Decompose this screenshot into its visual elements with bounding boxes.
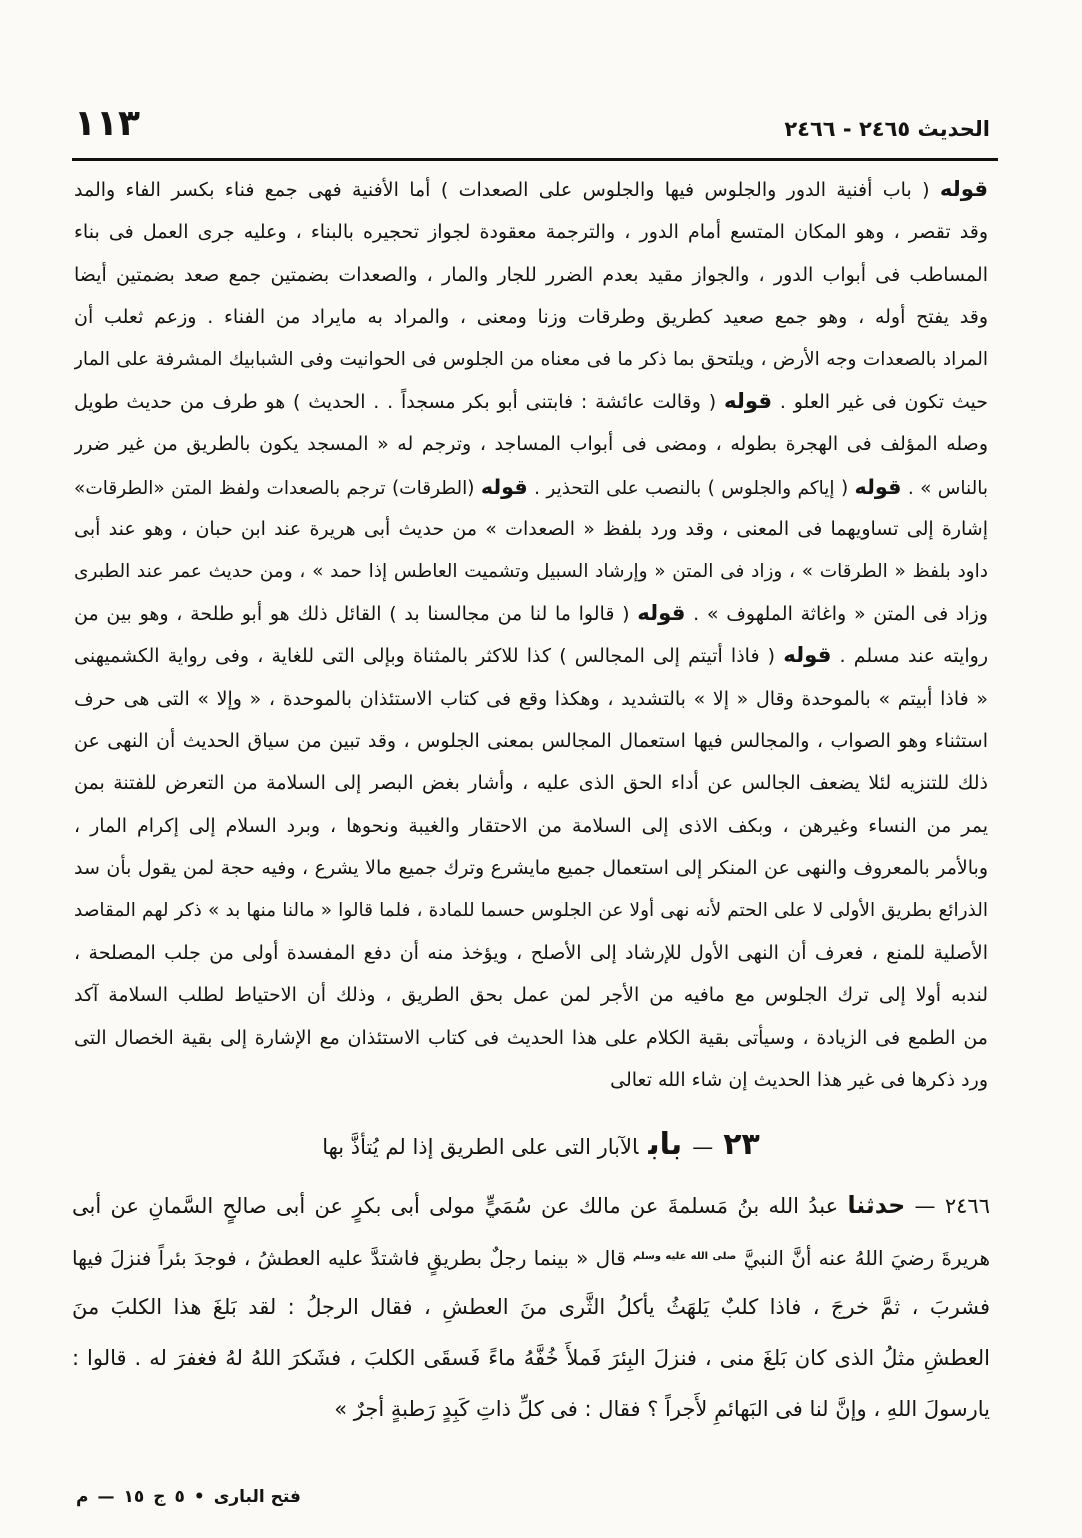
text-run: عبدُ الله بنُ مَسلمةَ عن مالك عن سُمَيٍّ مولى أبى بكرٍ عن أبى صالحٍ السَّمانِ عن أبى <box>72 1194 848 1218</box>
commentary-line <box>74 762 988 804</box>
text-run: استثناء وهو الصواب ، والمجالس فيها استعمال المجالس بمعنى الجلوس ، وقد تبين من سياق الحديث أن النهى عن <box>74 730 988 753</box>
commentary-line <box>74 339 988 381</box>
text-run: ( إياكم والجلوس ) بالنصب على التحذير . <box>527 477 855 499</box>
text-run: يارسولَ اللهِ ، وإنَّ لنا فى البَهائمِ لأَجراً ؟ فقال : فى كلِّ ذاتِ كَبِدٍ رَطبةٍ أجرٌ » <box>334 1397 990 1421</box>
commentary-line <box>74 381 988 423</box>
hadith-line <box>72 1180 990 1231</box>
chapter-heading <box>0 1120 1082 1170</box>
text-run: ( باب أفنية الدور والجلوس فيها والجلوس على الصعدات ) أما الأفنية فهى جمع فناء بكسر الفاء والمد <box>74 179 940 201</box>
page-footer <box>76 1484 301 1510</box>
text-run: هريرةَ رضيَ اللهُ عنه أنَّ النبيَّ <box>736 1246 990 1270</box>
footer-signature-letter: م <box>76 1487 89 1507</box>
commentary-line <box>74 211 988 253</box>
text-run: بالناس » . <box>901 477 988 499</box>
text-run: (الطرقات) ترجم بالصعدات ولفظ المتن «الطرقات» <box>74 477 481 499</box>
qawluhu-keyword: قوله <box>723 388 773 414</box>
text-run: ( قالوا ما لنا من مجالسنا بد ) القائل ذلك هو أبو طلحة ، وهو بين من <box>74 602 638 625</box>
chapter-number: ٢٣ <box>723 1127 760 1162</box>
qawluhu-keyword: قوله <box>939 177 988 202</box>
text-run: وقد يفتح أوله ، وهو جمع صعيد كطريق وطرقات وزنا ومعنى ، والمراد به مايراد من الفناء . وزعم ثعلب أن <box>74 306 988 329</box>
commentary-block <box>74 169 988 1102</box>
haddathana-keyword: حدثنا <box>847 1191 906 1219</box>
text-run: الأصلية للمنع ، فعرف أن النهى الأول للإرشاد إلى الأصلح ، ويؤخذ منه أن دفع المفسدة أولى من جلب المصلحة ، <box>74 942 988 965</box>
commentary-line <box>74 508 988 550</box>
commentary-line <box>74 296 988 338</box>
footer-sheet-number: ١٥ <box>123 1487 145 1507</box>
footer-volume-letter: ج <box>153 1487 166 1507</box>
text-run: داود بلفظ « الطرقات » ، وزاد فى المتن « وإرشاد السبيل وتشميت العاطس إذا حمد » ، ومن حديث عمر عند الطبرى <box>74 560 988 582</box>
text-run: من الطمع فى الزيادة ، وسيأتى بقية الكلام على هذا الحديث فى كتاب الاستئذان مع الإشارة إلى بقية الخصال التى <box>74 1026 988 1049</box>
text-run: « فاذا أبيتم » بالموحدة وقال « إلا » بالتشديد ، وهكذا وقع فى كتاب الاستئذان بالموحدة ، « وإلا » التى هى حرف <box>74 687 988 710</box>
commentary-line <box>74 974 988 1016</box>
commentary-line <box>74 254 988 296</box>
text-run: لندبه أولا إلى ترك الجلوس مع مافيه من الأجر لمن عمل بحق الطريق ، وذلك أن الاحتياط لطلب السلامة آكد <box>74 984 988 1007</box>
text-run: وزاد فى المتن « واغاثة الملهوف » . <box>685 602 988 625</box>
commentary-line <box>74 678 988 720</box>
hadith-line <box>72 1282 990 1333</box>
qawluhu-keyword: قوله <box>783 643 832 669</box>
commentary-line <box>74 635 988 677</box>
header-rule <box>72 158 998 161</box>
text-run: روايته عند مسلم . <box>831 645 988 668</box>
commentary-line <box>74 593 988 635</box>
text-run: وبالأمر بالمعروف والنهى عن المنكر إلى استعمال جميع مايشرع وترك جميع مالا يشرع ، وفيه حجة لمن يقول بأن سد <box>74 857 988 880</box>
commentary-line <box>74 890 988 932</box>
page-number: ١١٣ <box>74 103 140 144</box>
commentary-line <box>74 720 988 762</box>
text-run: ( فاذا أتيتم إلى المجالس ) كذا للاكثر بالمثناة وبإلى التى للغاية ، وفى رواية الكشميهنى <box>74 645 784 668</box>
text-run: وصله المؤلف فى الهجرة بطوله ، ومضى فى أبواب المساجد ، وترجم له « المسجد يكون بالطريق من غير ضرر <box>74 433 988 456</box>
commentary-line <box>74 932 988 974</box>
commentary-line <box>74 423 988 465</box>
text-run: قال « بينما رجلٌ بطريقٍ فاشتدَّ عليه العطشُ ، فوجدَ بئراً فنزلَ فيها <box>72 1246 634 1270</box>
text-run: ورد ذكرها فى غير هذا الحديث إن شاء الله تعالى <box>610 1069 988 1092</box>
qawluhu-keyword: قوله <box>637 600 686 626</box>
text-run: يمر من النساء وغيرهن ، وبكف الاذى إلى السلامة من الاحتقار والغيبة ونحوها ، وبرد السلام إلى إكرام المار ، <box>74 814 988 837</box>
chapter-label: باب <box>648 1127 683 1162</box>
salutation-ligature: صلى الله عليه وسلم <box>633 1251 737 1262</box>
chapter-dash: — <box>692 1135 714 1159</box>
text-run: إشارة إلى تساويهما فى المعنى ، وقد ورد بلفظ « الصعدات » من حديث أبى هريرة عند ابن حبان ، وهو عند أبى <box>74 518 988 541</box>
footer-volume-number: ٥ <box>174 1487 185 1507</box>
commentary-line <box>74 551 988 593</box>
text-run: ( وقالت عائشة : فابتنى أبو بكر مسجداً . . الحديث ) هو طرف من حديث طويل <box>74 390 724 413</box>
commentary-line <box>74 847 988 889</box>
text-run: ٢٤٦٦ — <box>905 1194 990 1218</box>
text-run: الذرائع بطريق الأولى لا على الحتم لأنه نهى أولا عن الجلوس حسما للمادة ، فلما قالوا « مالنا منها بد » ذكر لهم المقاصد <box>74 899 988 921</box>
text-run: المراد بالصعدات وجه الأرض ، ويلتحق بما ذكر ما فى معناه من الجلوس فى الحوانيت وفى الشبابيك المشرفة على المار <box>74 348 988 370</box>
text-run: فشربَ ، ثمَّ خرجَ ، فاذا كلبٌ يَلهَثُ يأكلُ الثَّرى منَ العطشِ ، فقال الرجلُ : لقد بَلغَ هذا الكلبَ منَ <box>72 1295 990 1319</box>
footer-book-title: فتح البارى <box>213 1487 301 1507</box>
footer-dash: — <box>97 1487 115 1507</box>
running-header: الحديث ٢٤٦٥ - ٢٤٦٦ <box>784 117 990 141</box>
hadith-line <box>72 1231 990 1282</box>
qawluhu-keyword: قوله <box>854 474 902 499</box>
commentary-line <box>74 1017 988 1059</box>
text-run: المساطب فى أبواب الدور ، والجواز مقيد بعدم الضرر للجار والمار ، والصعدات بضمتين جمع صعد بضمتين أيضا <box>74 263 988 286</box>
text-run: حيث تكون فى غير العلو . <box>772 390 988 413</box>
hadith-block <box>72 1180 990 1435</box>
chapter-title: الآبار التى على الطريق إذا لم يُتأذَّ بها <box>322 1135 639 1159</box>
commentary-line <box>74 1059 988 1101</box>
qawluhu-keyword: قوله <box>480 474 528 499</box>
commentary-line <box>74 169 988 211</box>
hadith-line <box>72 1384 990 1435</box>
commentary-line <box>74 466 988 508</box>
text-run: ذلك للتنزيه لئلا يضعف الجالس عن أداء الحق الذى عليه ، وأشار بغض البصر إلى السلامة من التعرض للفتنة بمن <box>74 772 988 795</box>
footer-separator: • <box>193 1487 205 1507</box>
hadith-line <box>72 1333 990 1384</box>
commentary-line <box>74 805 988 847</box>
text-run: وقد تقصر ، وهو المكان المتسع أمام الدور ، والترجمة معقودة لجواز تحجيره بالبناء ، وعليه جرى العمل فى بناء <box>74 221 988 244</box>
text-run: العطشِ مثلُ الذى كان بَلغَ منى ، فنزلَ البِئرَ فَملأَ خُفَّهُ ماءً فَسقَى الكلبَ ، فشَكرَ اللهُ لهُ فغفرَ له . قالوا : <box>72 1346 990 1370</box>
